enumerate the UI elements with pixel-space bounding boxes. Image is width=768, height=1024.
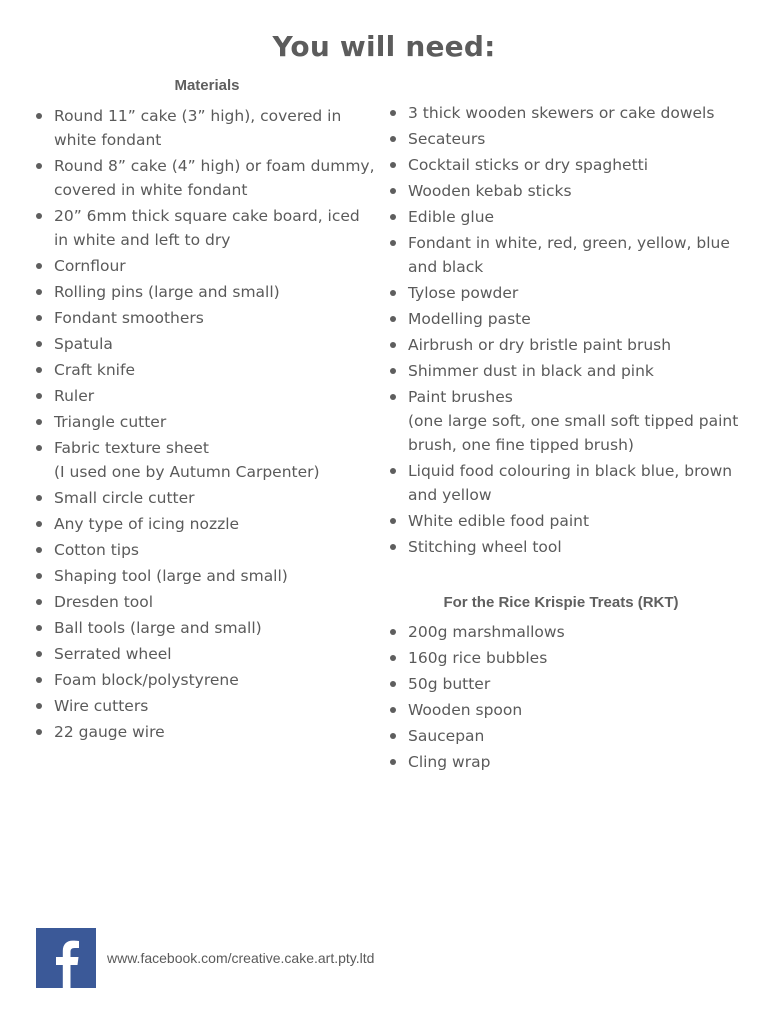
list-item: Spatula [36, 332, 378, 356]
list-item: Edible glue [390, 205, 740, 229]
list-item: Tylose powder [390, 281, 740, 305]
list-item: 200g marshmallows [390, 620, 740, 644]
list-item: Fondant smoothers [36, 306, 378, 330]
footer [36, 928, 374, 988]
list-item: Round 8” cake (4” high) or foam dummy, covered in white fondant [36, 154, 378, 202]
materials-list-continued [390, 101, 740, 561]
list-item: Craft knife [36, 358, 378, 382]
list-item: Ruler [36, 384, 378, 408]
list-item: Triangle cutter [36, 410, 378, 434]
facebook-url-link[interactable]: www.facebook.com/creative.cake.art.pty.ltd [107, 950, 375, 966]
list-item: Secateurs [390, 127, 740, 151]
list-item: Modelling paste [390, 307, 740, 331]
materials-heading: Materials [174, 77, 240, 94]
list-item: Dresden tool [36, 590, 378, 614]
list-item: Fabric texture sheet (I used one by Autumn Carpenter) [36, 436, 378, 484]
list-item: Airbrush or dry bristle paint brush [390, 333, 740, 357]
list-item: Paint brushes (one large soft, one small soft tipped paint brush, one fine tipped brush) [390, 385, 740, 457]
list-item: Cling wrap [390, 750, 740, 774]
list-item: Wooden spoon [390, 698, 740, 722]
list-item: Shaping tool (large and small) [36, 564, 378, 588]
list-item: Foam block/polystyrene [36, 668, 378, 692]
list-item: 3 thick wooden skewers or cake dowels [390, 101, 740, 125]
list-item: Cotton tips [36, 538, 378, 562]
rkt-heading: For the Rice Krispie Treats (RKT) [443, 594, 679, 611]
list-item: Stitching wheel tool [390, 535, 740, 559]
facebook-icon[interactable] [36, 928, 96, 988]
list-item: Shimmer dust in black and pink [390, 359, 740, 383]
list-item: Wire cutters [36, 694, 378, 718]
list-item: Liquid food colouring in black blue, brown and yellow [390, 459, 740, 507]
list-item: Wooden kebab sticks [390, 179, 740, 203]
list-item: 160g rice bubbles [390, 646, 740, 670]
materials-list [36, 104, 378, 746]
list-item: 20” 6mm thick square cake board, iced in white and left to dry [36, 204, 378, 252]
list-item: 50g butter [390, 672, 740, 696]
list-item: Cornflour [36, 254, 378, 278]
list-item: White edible food paint [390, 509, 740, 533]
list-item: Fondant in white, red, green, yellow, blue and black [390, 231, 740, 279]
list-item: Small circle cutter [36, 486, 378, 510]
list-item: 22 gauge wire [36, 720, 378, 744]
list-item: Saucepan [390, 724, 740, 748]
list-item: Round 11” cake (3” high), covered in white fondant [36, 104, 378, 152]
page-title: You will need: [272, 30, 496, 63]
list-item: Cocktail sticks or dry spaghetti [390, 153, 740, 177]
list-item: Serrated wheel [36, 642, 378, 666]
list-item: Any type of icing nozzle [36, 512, 378, 536]
rkt-list [390, 620, 740, 776]
list-item: Ball tools (large and small) [36, 616, 378, 640]
list-item: Rolling pins (large and small) [36, 280, 378, 304]
